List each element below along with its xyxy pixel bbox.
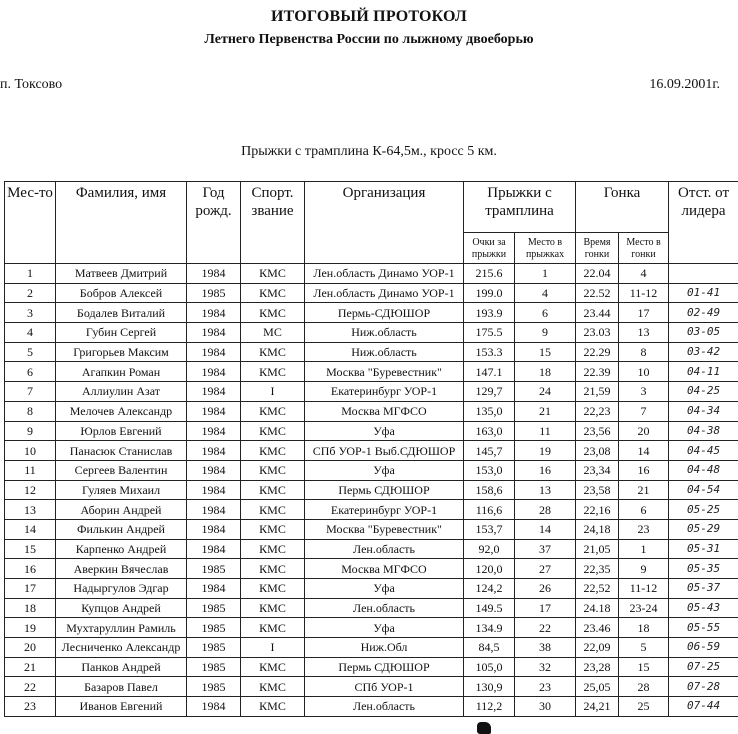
cell-name: Мухтаруллин Рамиль xyxy=(56,618,187,638)
cell-jump-points: 92,0 xyxy=(464,539,515,559)
cell-name: Купцов Андрей xyxy=(56,598,187,618)
cell-race-place: 23-24 xyxy=(619,598,669,618)
cell-org: Москва МГФСО xyxy=(305,559,464,579)
cell-year: 1984 xyxy=(187,342,241,362)
cell-year: 1984 xyxy=(187,264,241,284)
cell-place: 7 xyxy=(5,382,56,402)
col-race: Гонка xyxy=(576,182,669,233)
results-table xyxy=(4,181,738,717)
cell-place: 16 xyxy=(5,559,56,579)
col-year: Год рожд. xyxy=(187,182,241,264)
cell-place: 15 xyxy=(5,539,56,559)
cell-year: 1984 xyxy=(187,401,241,421)
table-row xyxy=(5,441,738,461)
table-row xyxy=(5,323,738,343)
cell-rank: КМС xyxy=(241,559,305,579)
cell-gap: 05-55 xyxy=(669,618,738,638)
cell-rank: КМС xyxy=(241,539,305,559)
cell-year: 1984 xyxy=(187,500,241,520)
cell-name: Сергеев Валентин xyxy=(56,460,187,480)
cell-name: Карпенко Андрей xyxy=(56,539,187,559)
cell-org: СПб УОР-1 xyxy=(305,677,464,697)
cell-jump-place: 16 xyxy=(515,460,576,480)
cell-year: 1985 xyxy=(187,598,241,618)
col-org: Организация xyxy=(305,182,464,264)
cell-race-place: 9 xyxy=(619,559,669,579)
cell-year: 1984 xyxy=(187,539,241,559)
cell-place: 17 xyxy=(5,579,56,599)
cell-gap: 04-48 xyxy=(669,460,738,480)
cell-name: Аллиулин Азат xyxy=(56,382,187,402)
cell-org: Ниж.область xyxy=(305,342,464,362)
cell-place: 13 xyxy=(5,500,56,520)
cell-place: 19 xyxy=(5,618,56,638)
cell-place: 5 xyxy=(5,342,56,362)
cell-race-place: 13 xyxy=(619,323,669,343)
cell-rank: КМС xyxy=(241,421,305,441)
cell-year: 1984 xyxy=(187,382,241,402)
table-row xyxy=(5,697,738,717)
cell-place: 8 xyxy=(5,401,56,421)
cell-year: 1984 xyxy=(187,579,241,599)
cell-org: Екатеринбург УОР-1 xyxy=(305,500,464,520)
cell-jump-place: 18 xyxy=(515,362,576,382)
cell-name: Мелочев Александр xyxy=(56,401,187,421)
cell-year: 1984 xyxy=(187,697,241,717)
table-row xyxy=(5,480,738,500)
cell-rank: КМС xyxy=(241,519,305,539)
cell-jump-points: 134.9 xyxy=(464,618,515,638)
cell-race-time: 24.18 xyxy=(576,598,619,618)
cell-place: 4 xyxy=(5,323,56,343)
cell-org: Лен.область Динамо УОР-1 xyxy=(305,264,464,284)
cell-gap: 05-37 xyxy=(669,579,738,599)
cell-jump-place: 4 xyxy=(515,283,576,303)
cell-place: 6 xyxy=(5,362,56,382)
cell-jump-points: 112,2 xyxy=(464,697,515,717)
cell-race-place: 14 xyxy=(619,441,669,461)
cell-race-place: 21 xyxy=(619,480,669,500)
cell-name: Гуляев Михаил xyxy=(56,480,187,500)
cell-org: Пермь СДЮШОР xyxy=(305,480,464,500)
cell-name: Григорьев Максим xyxy=(56,342,187,362)
cell-jump-points: 116,6 xyxy=(464,500,515,520)
cell-jump-place: 14 xyxy=(515,519,576,539)
cell-race-place: 8 xyxy=(619,342,669,362)
cell-gap: 03-42 xyxy=(669,342,738,362)
cell-jump-place: 26 xyxy=(515,579,576,599)
cell-race-place: 6 xyxy=(619,500,669,520)
cell-jump-place: 23 xyxy=(515,677,576,697)
cell-year: 1984 xyxy=(187,421,241,441)
table-row xyxy=(5,283,738,303)
table-row xyxy=(5,519,738,539)
cell-org: Екатеринбург УОР-1 xyxy=(305,382,464,402)
cell-jump-points: 199.0 xyxy=(464,283,515,303)
cell-rank: КМС xyxy=(241,303,305,323)
table-row xyxy=(5,342,738,362)
cell-rank: I xyxy=(241,638,305,658)
cell-year: 1985 xyxy=(187,618,241,638)
cell-gap: 05-25 xyxy=(669,500,738,520)
cell-place: 20 xyxy=(5,638,56,658)
cell-year: 1985 xyxy=(187,559,241,579)
cell-race-time: 23,08 xyxy=(576,441,619,461)
cell-name: Панасюк Станислав xyxy=(56,441,187,461)
cell-race-time: 23,56 xyxy=(576,421,619,441)
cell-name: Филькин Андрей xyxy=(56,519,187,539)
cell-org: Ниж.область xyxy=(305,323,464,343)
cell-gap: 04-45 xyxy=(669,441,738,461)
cell-year: 1985 xyxy=(187,283,241,303)
cell-jump-points: 153,7 xyxy=(464,519,515,539)
cell-race-time: 23,34 xyxy=(576,460,619,480)
cell-race-time: 22.52 xyxy=(576,283,619,303)
cell-jump-place: 24 xyxy=(515,382,576,402)
cell-gap: 05-31 xyxy=(669,539,738,559)
cell-jump-place: 32 xyxy=(515,657,576,677)
cell-race-time: 23.46 xyxy=(576,618,619,638)
table-row xyxy=(5,657,738,677)
cell-jump-points: 105,0 xyxy=(464,657,515,677)
cell-place: 2 xyxy=(5,283,56,303)
cell-gap xyxy=(669,264,738,284)
cell-race-time: 22,23 xyxy=(576,401,619,421)
cell-rank: КМС xyxy=(241,480,305,500)
cell-race-time: 23,28 xyxy=(576,657,619,677)
cell-race-place: 23 xyxy=(619,519,669,539)
cell-race-place: 28 xyxy=(619,677,669,697)
cell-org: Уфа xyxy=(305,579,464,599)
cell-race-time: 22,09 xyxy=(576,638,619,658)
cell-race-time: 22.29 xyxy=(576,342,619,362)
cell-name: Бобров Алексей xyxy=(56,283,187,303)
cell-gap: 05-29 xyxy=(669,519,738,539)
cell-jump-place: 17 xyxy=(515,598,576,618)
cell-race-time: 24,21 xyxy=(576,697,619,717)
cell-gap: 05-35 xyxy=(669,559,738,579)
cell-rank: КМС xyxy=(241,677,305,697)
cell-race-place: 16 xyxy=(619,460,669,480)
cell-race-place: 17 xyxy=(619,303,669,323)
cell-race-place: 1 xyxy=(619,539,669,559)
col-jump-place: Место в прыжках xyxy=(515,233,576,264)
cell-place: 14 xyxy=(5,519,56,539)
col-place: Мес-то xyxy=(5,182,56,264)
table-row xyxy=(5,401,738,421)
cell-jump-points: 158,6 xyxy=(464,480,515,500)
cell-year: 1984 xyxy=(187,460,241,480)
table-row xyxy=(5,382,738,402)
cell-year: 1985 xyxy=(187,657,241,677)
cell-gap: 07-28 xyxy=(669,677,738,697)
cell-place: 10 xyxy=(5,441,56,461)
cell-rank: КМС xyxy=(241,500,305,520)
cell-place: 3 xyxy=(5,303,56,323)
cell-race-place: 20 xyxy=(619,421,669,441)
cell-jump-place: 19 xyxy=(515,441,576,461)
venue: п. Токсово xyxy=(0,77,63,92)
table-row xyxy=(5,264,738,284)
cell-jump-place: 9 xyxy=(515,323,576,343)
cell-rank: КМС xyxy=(241,401,305,421)
cell-rank: КМС xyxy=(241,264,305,284)
cell-rank: КМС xyxy=(241,579,305,599)
protocol-title: ИТОГОВЫЙ ПРОТОКОЛ xyxy=(270,8,468,25)
cell-gap: 01-41 xyxy=(669,283,738,303)
cell-race-time: 22,52 xyxy=(576,579,619,599)
cell-gap: 04-25 xyxy=(669,382,738,402)
table-row xyxy=(5,303,738,323)
cell-jump-points: 120,0 xyxy=(464,559,515,579)
cell-race-time: 22,16 xyxy=(576,500,619,520)
cell-name: Юрлов Евгений xyxy=(56,421,187,441)
table-row xyxy=(5,362,738,382)
cell-year: 1984 xyxy=(187,303,241,323)
cell-rank: КМС xyxy=(241,697,305,717)
cell-rank: КМС xyxy=(241,657,305,677)
cell-year: 1984 xyxy=(187,323,241,343)
table-row xyxy=(5,638,738,658)
cell-rank: КМС xyxy=(241,618,305,638)
event-description: Прыжки с трамплина К-64,5м., кросс 5 км. xyxy=(241,144,497,159)
cell-race-time: 23,58 xyxy=(576,480,619,500)
cell-place: 1 xyxy=(5,264,56,284)
cell-race-time: 21,05 xyxy=(576,539,619,559)
cell-gap: 04-11 xyxy=(669,362,738,382)
cell-race-place: 11-12 xyxy=(619,579,669,599)
cell-name: Матвеев Дмитрий xyxy=(56,264,187,284)
cell-jump-points: 175.5 xyxy=(464,323,515,343)
table-row xyxy=(5,579,738,599)
cell-org: Уфа xyxy=(305,618,464,638)
col-rank: Спорт. звание xyxy=(241,182,305,264)
cell-jump-place: 21 xyxy=(515,401,576,421)
cell-jump-points: 153.3 xyxy=(464,342,515,362)
cell-name: Лесниченко Александр xyxy=(56,638,187,658)
protocol-subtitle: Летнего Первенства России по лыжному двоеборью xyxy=(204,32,534,47)
table-row xyxy=(5,460,738,480)
cell-race-place: 3 xyxy=(619,382,669,402)
cell-name: Аборин Андрей xyxy=(56,500,187,520)
table-row xyxy=(5,500,738,520)
cell-jump-place: 27 xyxy=(515,559,576,579)
cell-org: Уфа xyxy=(305,460,464,480)
cell-jump-points: 135,0 xyxy=(464,401,515,421)
cell-name: Базаров Павел xyxy=(56,677,187,697)
cell-rank: КМС xyxy=(241,460,305,480)
col-gap: Отст. от лидера xyxy=(669,182,738,264)
ink-blot xyxy=(477,722,491,734)
cell-jump-points: 129,7 xyxy=(464,382,515,402)
cell-name: Губин Сергей xyxy=(56,323,187,343)
cell-race-time: 22.04 xyxy=(576,264,619,284)
cell-jump-place: 1 xyxy=(515,264,576,284)
cell-name: Агапкин Роман xyxy=(56,362,187,382)
cell-year: 1984 xyxy=(187,441,241,461)
cell-gap: 07-25 xyxy=(669,657,738,677)
cell-jump-place: 38 xyxy=(515,638,576,658)
cell-gap: 02-49 xyxy=(669,303,738,323)
cell-race-time: 22.39 xyxy=(576,362,619,382)
cell-race-time: 23.03 xyxy=(576,323,619,343)
cell-org: Москва МГФСО xyxy=(305,401,464,421)
cell-race-place: 4 xyxy=(619,264,669,284)
cell-race-place: 18 xyxy=(619,618,669,638)
col-race-time: Время гонки xyxy=(576,233,619,264)
cell-year: 1985 xyxy=(187,677,241,697)
cell-org: Уфа xyxy=(305,421,464,441)
cell-org: Москва "Буревестник" xyxy=(305,362,464,382)
col-name: Фамилия, имя xyxy=(56,182,187,264)
cell-place: 9 xyxy=(5,421,56,441)
cell-gap: 04-38 xyxy=(669,421,738,441)
cell-org: Москва "Буревестник" xyxy=(305,519,464,539)
cell-race-place: 10 xyxy=(619,362,669,382)
cell-jump-points: 124,2 xyxy=(464,579,515,599)
table-row xyxy=(5,421,738,441)
cell-place: 21 xyxy=(5,657,56,677)
cell-jump-points: 147.1 xyxy=(464,362,515,382)
cell-race-place: 5 xyxy=(619,638,669,658)
cell-jump-place: 30 xyxy=(515,697,576,717)
cell-race-time: 23.44 xyxy=(576,303,619,323)
cell-gap: 05-43 xyxy=(669,598,738,618)
cell-place: 23 xyxy=(5,697,56,717)
cell-jump-points: 130,9 xyxy=(464,677,515,697)
table-row xyxy=(5,618,738,638)
cell-org: Лен.область Динамо УОР-1 xyxy=(305,283,464,303)
cell-place: 18 xyxy=(5,598,56,618)
cell-jump-points: 84,5 xyxy=(464,638,515,658)
cell-gap: 07-44 xyxy=(669,697,738,717)
cell-name: Аверкин Вячеслав xyxy=(56,559,187,579)
cell-name: Бодалев Виталий xyxy=(56,303,187,323)
cell-org: Лен.область xyxy=(305,697,464,717)
cell-jump-points: 163,0 xyxy=(464,421,515,441)
table-row xyxy=(5,598,738,618)
cell-rank: I xyxy=(241,382,305,402)
cell-year: 1984 xyxy=(187,480,241,500)
cell-jump-points: 153,0 xyxy=(464,460,515,480)
cell-org: Пермь-СДЮШОР xyxy=(305,303,464,323)
cell-org: Ниж.Обл xyxy=(305,638,464,658)
cell-race-time: 25,05 xyxy=(576,677,619,697)
cell-rank: КМС xyxy=(241,441,305,461)
cell-year: 1985 xyxy=(187,638,241,658)
cell-race-place: 11-12 xyxy=(619,283,669,303)
cell-race-time: 21,59 xyxy=(576,382,619,402)
cell-race-place: 7 xyxy=(619,401,669,421)
cell-jump-points: 215.6 xyxy=(464,264,515,284)
cell-race-place: 25 xyxy=(619,697,669,717)
cell-place: 22 xyxy=(5,677,56,697)
cell-org: Лен.область xyxy=(305,598,464,618)
cell-rank: КМС xyxy=(241,342,305,362)
cell-org: Лен.область xyxy=(305,539,464,559)
cell-rank: КМС xyxy=(241,283,305,303)
cell-gap: 04-54 xyxy=(669,480,738,500)
cell-gap: 03-05 xyxy=(669,323,738,343)
cell-jump-place: 6 xyxy=(515,303,576,323)
table-row xyxy=(5,559,738,579)
cell-jump-points: 149.5 xyxy=(464,598,515,618)
cell-jump-place: 37 xyxy=(515,539,576,559)
cell-name: Иванов Евгений xyxy=(56,697,187,717)
event-date: 16.09.2001г. xyxy=(649,77,720,92)
cell-rank: КМС xyxy=(241,362,305,382)
col-race-place: Место в гонки xyxy=(619,233,669,264)
cell-jump-place: 11 xyxy=(515,421,576,441)
cell-jump-place: 22 xyxy=(515,618,576,638)
cell-race-place: 15 xyxy=(619,657,669,677)
cell-name: Надыргулов Эдгар xyxy=(56,579,187,599)
cell-jump-place: 15 xyxy=(515,342,576,362)
cell-race-time: 24,18 xyxy=(576,519,619,539)
col-jump-points: Очки за прыжки xyxy=(464,233,515,264)
cell-rank: МС xyxy=(241,323,305,343)
cell-name: Панков Андрей xyxy=(56,657,187,677)
table-row xyxy=(5,539,738,559)
cell-jump-place: 13 xyxy=(515,480,576,500)
cell-gap: 04-34 xyxy=(669,401,738,421)
results-body xyxy=(5,264,738,717)
cell-year: 1984 xyxy=(187,519,241,539)
cell-jump-place: 28 xyxy=(515,500,576,520)
cell-race-time: 22,35 xyxy=(576,559,619,579)
cell-org: Пермь СДЮШОР xyxy=(305,657,464,677)
cell-year: 1984 xyxy=(187,362,241,382)
cell-place: 12 xyxy=(5,480,56,500)
cell-gap: 06-59 xyxy=(669,638,738,658)
cell-rank: КМС xyxy=(241,598,305,618)
col-jumps: Прыжки с трамплина xyxy=(464,182,576,233)
cell-place: 11 xyxy=(5,460,56,480)
cell-org: СПб УОР-1 Выб.СДЮШОР xyxy=(305,441,464,461)
table-row xyxy=(5,677,738,697)
cell-jump-points: 145,7 xyxy=(464,441,515,461)
cell-jump-points: 193.9 xyxy=(464,303,515,323)
